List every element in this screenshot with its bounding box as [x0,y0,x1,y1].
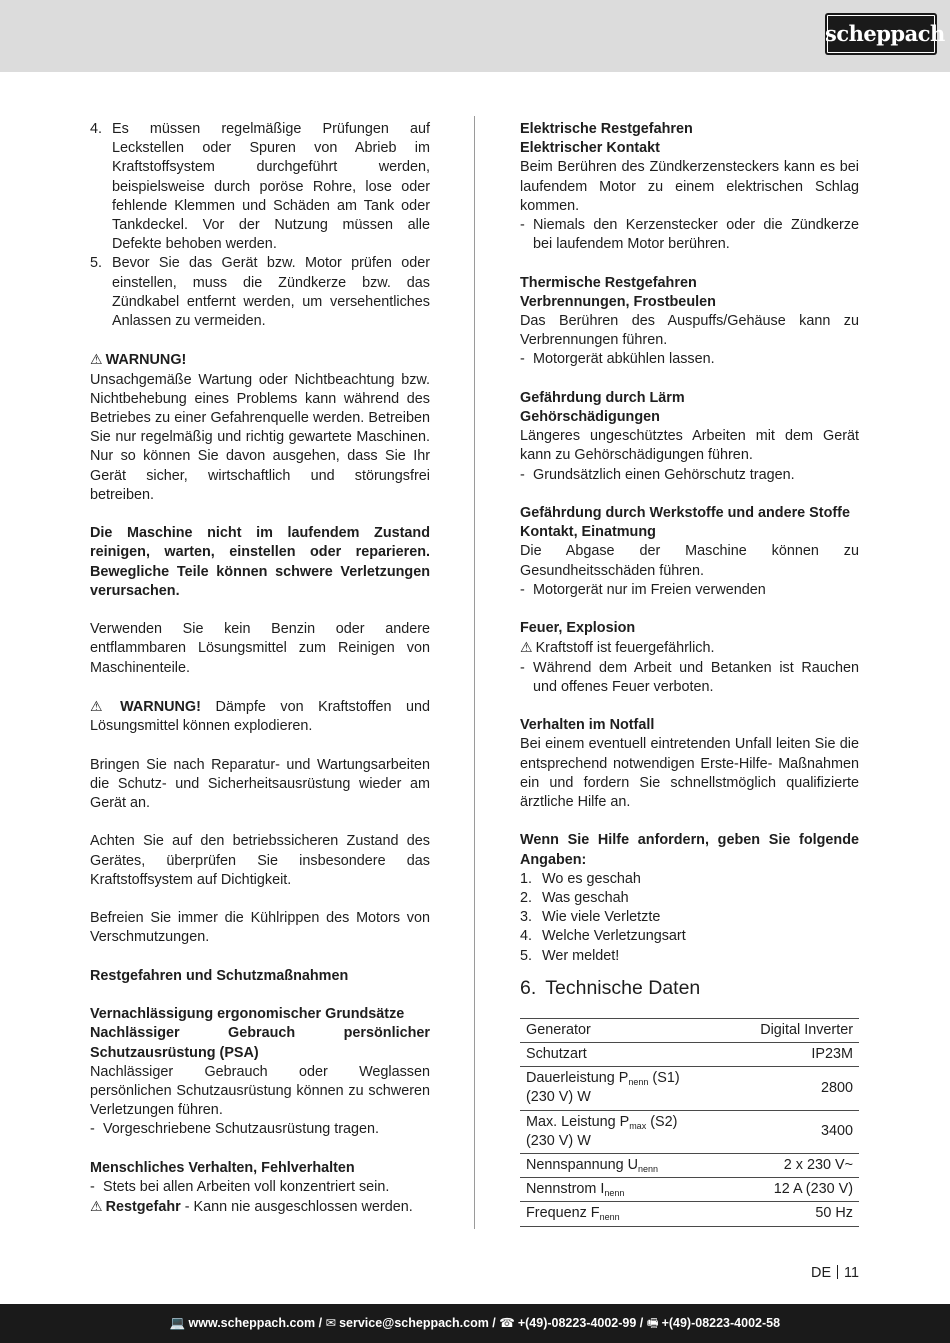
table-row [520,1154,859,1178]
subheading: Wenn Sie Hilfe anfordern, geben Sie folgende Angaben: [520,832,859,868]
dash-item: - Vorgeschriebene Schutzausrüstung tragen. [90,1121,380,1138]
footer-email[interactable]: service@scheppach.com [339,1316,489,1330]
dash-item: - Während dem Arbeit und Betanken ist Rauchen und offenes Feuer verboten. [520,659,859,695]
list-item [90,254,430,331]
subheading: Gefährdung durch Lärm [520,389,685,406]
paragraph: Verwenden Sie kein Benzin oder andere entflammbaren Lösungsmittel zum Reinigen von Maschinenteile. [90,621,430,676]
tech-data-table [520,1018,859,1227]
dash-item: - Grundsätzlich einen Gehörschutz tragen. [520,466,795,483]
table-label: Max. Leistung $P_{max}$ (S2) (230 V) W [520,1110,728,1153]
paragraph: Die Abgase der Maschine können zu Gesundheitsschäden führen. [520,543,859,579]
table-label: Nennspannung $U_{nenn}$ [520,1154,728,1178]
subheading: Verbrennungen, Frostbeulen [520,293,716,310]
subheading: Elektrische Restgefahren [520,121,693,137]
list-text: Es müssen regelmäßige Prüfungen auf Leckstellen oder Spuren von Abrieb im Kraftstoffsystem durchgeführt werden, beispielsweise durch poröse Rohre, lose oder fehlende Klemmen und Schäden am Tank oder Tankdeckel. Vor der Nutzung müssen alle Defekte behoben werden. [112,121,430,253]
footer-web[interactable]: www.scheppach.com [188,1316,316,1330]
warning-line: ⚠ Kraftstoff ist feuergefährlich. [520,639,715,657]
footer-contact-bar: 💻 www.scheppach.com / ✉ service@scheppach.com / ☎ +(49)-08223-4002-99 / 🖷 +(49)-08223-4002-58 [0,1304,950,1343]
dash-item: - Motorgerät abkühlen lassen. [520,351,715,368]
dash-item: - Stets bei allen Arbeiten voll konzentriert sein. [90,1179,390,1196]
list-item: 1. Wo es geschah [520,870,641,887]
scheppach-logo: scheppach [825,13,937,55]
right-column [520,120,859,1227]
warning-triangle-icon: ⚠ [520,639,533,656]
subheading: Gefährdung durch Werkstoffe und andere Stoffe [520,505,850,522]
warning-triangle-icon: ⚠ [90,1198,103,1215]
table-value: 50 Hz [728,1202,859,1226]
paragraph: Bringen Sie nach Reparatur- und Wartungsarbeiten die Schutz- und Sicherheitsausrüstung wieder am Gerät an. [90,756,430,812]
paragraph: Befreien Sie immer die Kühlrippen des Motors von Verschmutzungen. [90,910,430,946]
header-band [0,0,950,72]
warning-triangle-icon: ⚠ [90,351,103,368]
table-row [520,1067,859,1110]
list-item: 3. Wie viele Verletzte [520,909,661,926]
table-value: Digital Inverter [728,1018,859,1042]
table-label: Dauerleistung $P_{nenn}$ (S1) (230 V) W [520,1067,728,1110]
warning-title: ⚠ WARNUNG! [90,351,187,369]
table-value: 2800 [728,1067,859,1110]
list-item: 2. Was geschah [520,890,629,907]
warning-triangle-icon: ⚠ [90,698,103,715]
section-title: 6. Technische Daten [520,976,701,999]
list-item: 4. Welche Verletzungsart [520,928,686,945]
list-text: Bevor Sie das Gerät bzw. Motor prüfen oder einstellen, muss die Zündkerze bzw. das Zündkabel entfernt werden, um versehentliches Anlassen zu vermeiden. [112,255,430,330]
paragraph: Bei einem eventuell eintretenden Unfall leiten Sie die entsprechend notwendigen Erste-Hilfe- Maßnahmen ein und fordern Sie schnellstmöglich qualifizierte ärztliche Hilfe an. [520,736,859,811]
footer-phone: +(49)-08223-4002-99 [517,1316,637,1330]
page-number: DE 11 [811,1265,859,1281]
table-value: IP23M [728,1043,859,1067]
table-row [520,1018,859,1042]
subheading: Elektrischer Kontakt [520,140,660,157]
paragraph: Beim Berühren des Zündkerzensteckers kann es bei laufendem Motor zu einem elektrischen Schlag kommen. [520,159,859,214]
subheading: Verhalten im Notfall [520,717,655,734]
table-row [520,1202,859,1226]
table-label: Frequenz $F_{nenn}$ [520,1202,728,1226]
subheading: Feuer, Explosion [520,620,636,637]
phone-icon: ☎ [499,1316,515,1330]
subheading: Thermische Restgefahren [520,274,697,291]
dash-item: - Niemals den Kerzenstecker oder die Zündkerze bei laufendem Motor berühren. [520,217,859,253]
warning-paragraph: ⚠ WARNUNG! Dämpfe von Kraftstoffen und Lösungsmittel können explodieren. [90,698,431,735]
email-icon: ✉ [325,1316,337,1330]
subheading: Menschliches Verhalten, Fehlverhalten [90,1159,355,1176]
paragraph: Das Berühren des Auspuffs/Gehäuse kann zu Verbrennungen führen. [520,313,859,349]
footer-fax: +(49)-08223-4002-58 [661,1316,781,1330]
paragraph: Achten Sie auf den betriebssicheren Zustand des Gerätes, überprüfen Sie insbesondere das Kraftstoffsystem auf Dichtigkeit. [90,833,430,888]
table-label: Nennstrom $I_{nenn}$ [520,1178,728,1202]
table-row [520,1110,859,1153]
restgefahr-line: ⚠ Restgefahr - Kann nie ausgeschlossen werden. [90,1198,413,1216]
section-heading: Restgefahren und Schutzmaßnahmen [90,967,349,984]
table-label: Schutzart [520,1043,728,1067]
computer-icon: 💻 [169,1316,186,1330]
table-value: 12 A (230 V) [728,1178,859,1202]
list-number: 5. [90,255,103,272]
table-value: 3400 [728,1110,859,1153]
subheading: Kontakt, Einatmung [520,524,656,541]
paragraph: Nachlässiger Gebrauch oder Weglassen persönlichen Schutzausrüstung können zu schweren Verletzungen führen. [90,1063,430,1119]
subheading: Vernachlässigung ergonomischer Grundsätze [90,1006,405,1023]
table-value: 2 x 230 V~ [728,1154,859,1178]
table-label: Generator [520,1018,728,1042]
list-item: 5. Wer meldet! [520,947,620,964]
dash-item: - Motorgerät nur im Freien verwenden [520,581,766,598]
subheading: Gehörschädigungen [520,409,660,426]
list-number: 4. [90,121,103,137]
table-row [520,1043,859,1067]
subheading: Nachlässiger Gebrauch persönlicher Schutzausrüstung (PSA) [90,1025,430,1061]
bold-paragraph: Die Maschine nicht im laufendem Zustand reinigen, warten, einstellen oder reparieren. Bewegliche Teile können schwere Verletzungen verursachen. [90,525,430,599]
list-item [90,120,430,254]
paragraph: Längeres ungeschütztes Arbeiten mit dem Gerät kann zu Gehörschädigungen führen. [520,428,859,464]
column-divider [474,116,475,1229]
warning-text: Unsachgemäße Wartung oder Nichtbeachtung bzw. Nichtbehebung eines Problems kann während des Betriebes zu einer Gefahrenquelle werden. Betreiben Sie nur regelmäßig und richtig gewartete Maschinen. Nur so können Sie davon ausgehen, dass Sie Ihr Gerät sicher, wirtschaftlich und störungsfrei betreiben. [90,371,430,503]
left-column [90,120,430,1217]
table-row [520,1178,859,1202]
fax-icon: 🖷 [646,1316,659,1330]
